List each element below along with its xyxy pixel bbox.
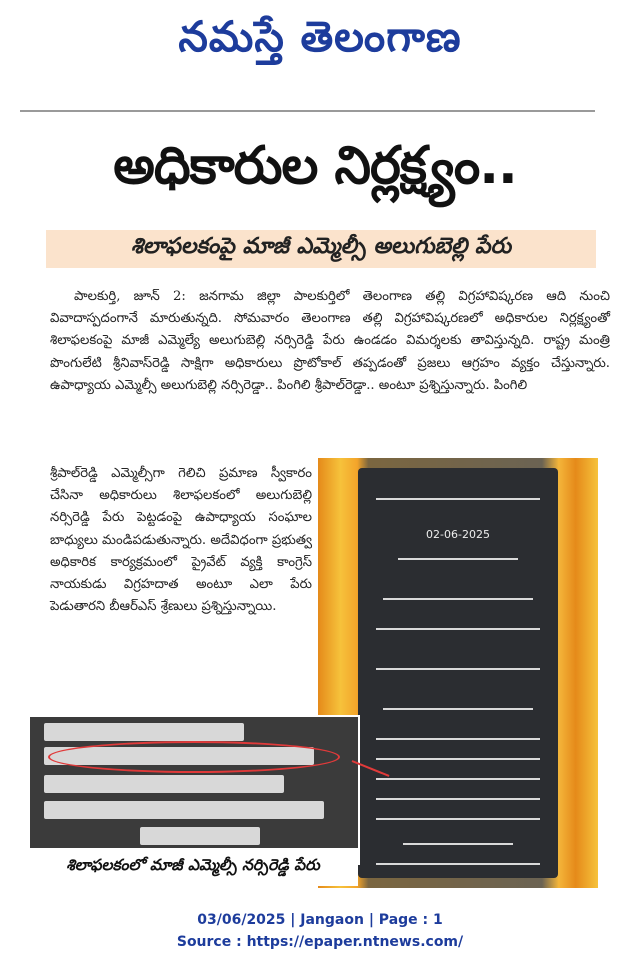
- plaque-text-line: [140, 827, 260, 845]
- plaque-text-line: [376, 758, 540, 760]
- photo-caption-text: శిలాఫలకంలో మాజీ ఎమ్మెల్సీ నర్సిరెడ్డి పేరు: [66, 856, 320, 874]
- footer-source: Source : https://epaper.ntnews.com/: [176, 934, 464, 950]
- plaque-text-line: [44, 723, 244, 741]
- divider: [20, 110, 595, 112]
- plaque-photo: [318, 458, 598, 888]
- masthead: [0, 0, 640, 84]
- headline: [20, 124, 610, 220]
- article-body-left: [50, 463, 312, 618]
- plaque-text-line: [376, 738, 540, 740]
- subheadline-text: శిలాఫలకంపై మాజీ ఎమ్మెల్సీ అలుగుబెల్లి పేరు: [130, 234, 512, 259]
- plaque-text-line: [44, 801, 324, 819]
- footer-dateline: 03/06/2025 | Jangaon | Page : 1: [197, 912, 443, 928]
- plaque-text-line: [376, 818, 540, 820]
- masthead-title: నమస్తే తెలంగాణ: [178, 12, 462, 61]
- highlight-circle: [48, 741, 340, 773]
- plaque-text-line: [44, 775, 284, 793]
- plaque-text-line: [376, 498, 540, 500]
- plaque-text-line: [376, 863, 540, 865]
- plaque-text-line: [376, 668, 540, 670]
- plaque-text-line: [403, 843, 513, 845]
- subheadline: [46, 230, 596, 268]
- plaque-text-line: [383, 598, 533, 600]
- plaque-text-line: [376, 628, 540, 630]
- article-body-full: [50, 286, 610, 397]
- plaque-text-line: [376, 778, 540, 780]
- paragraph-full: పాలకుర్తి, జూన్ 2: జనగామ జిల్లా పాలకుర్తిలో తెలంగాణ తల్లి విగ్రహావిష్కరణ ఆది నుంచి వివాదాస్పదంగానే మారుతున్నది. సోమవారం తెలంగాణ తల్లి విగ్రహావిష్కరణలో అధికారుల నిర్లక్ష్యంతో శిలాఫలకంపై మాజీ ఎమ్మెల్యే అలుగుబెల్లి నర్సిరెడ్డి పేరు ఉండడం విమర్శలకు తావిస్తున్నది. రాష్ట్ర మంత్రి పొంగులేటి శ్రీనివాస్‌రెడ్డి సాక్షిగా అధికారులు ప్రొటోకాల్ తప్పడంతో ప్రజలు ఆగ్రహం వ్యక్తం చేస్తున్నారు. ఉపాధ్యాయ ఎమ్మెల్సీ అలుగుబెల్లి నర్సిరెడ్డా.. పింగిలి శ్రీపాల్‌రెడ్డా.. అంటూ ప్రశ్నిస్తున్నారు. పింగిలి: [50, 289, 610, 393]
- paragraph-left: శ్రీపాల్‌రెడ్డి ఎమ్మెల్సీగా గెలిచి ప్రమాణ స్వీకారం చేసినా అధికారులు శిలాఫలకంలో అలుగుబెల్లి నర్సిరెడ్డి పేరు పెట్టడంపై ఉపాధ్యాయ సంఘాల బాధ్యులు మండిపడుతున్నారు. అదేవిధంగా ప్రభుత్వ అధికారిక కార్యక్రమంలో ప్రైవేట్ వ్యక్తి కాంగ్రెస్ నాయకుడు విగ్రహదాత అంటూ ఎలా పేరు పెడుతారని బీఆర్‌ఎస్ శ్రేణులు ప్రశ్నిస్తున్నాయి.: [50, 466, 312, 615]
- plaque-date: 02-06-2025: [426, 528, 490, 541]
- plaque-stone: [358, 468, 558, 878]
- plaque-closeup-photo: [28, 715, 360, 865]
- plaque-text-line: [398, 558, 518, 560]
- photo-caption: [28, 848, 358, 886]
- plaque-text-line: [376, 798, 540, 800]
- headline-text: అధికారుల నిర్లక్ష్యం..: [113, 135, 517, 196]
- plaque-text-line: [383, 708, 533, 710]
